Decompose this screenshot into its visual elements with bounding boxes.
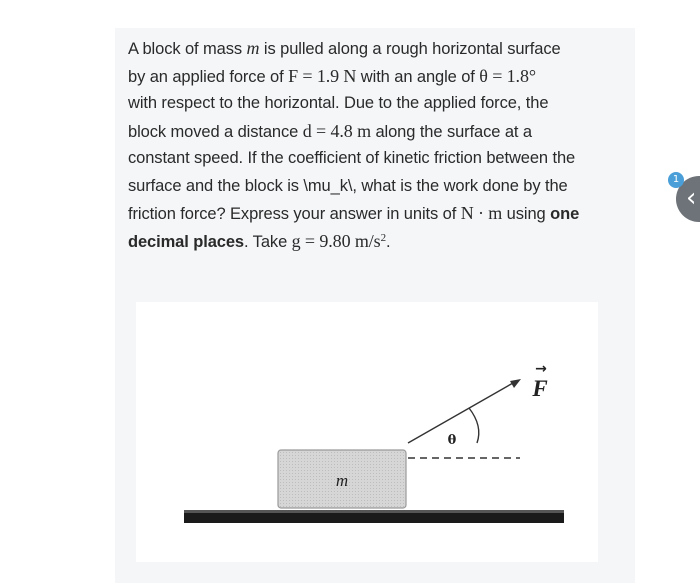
angle-label: θ (447, 433, 457, 448)
block-force-diagram (136, 302, 598, 562)
question-line-2 (128, 63, 628, 91)
physics-figure (136, 302, 598, 562)
angle-arc (469, 408, 479, 443)
question-text-segment: A block of mass (128, 40, 247, 58)
gravity-exponent: 2 (380, 231, 386, 244)
question-text-segment: with an angle of (356, 67, 480, 86)
force-vector-line (408, 383, 513, 443)
question-text-segment: by an applied force of (128, 67, 289, 86)
force-arrowhead (510, 379, 521, 388)
question-text-segment: friction force? Express your answer in units of (128, 205, 461, 223)
angle-equation: θ = 1.8° (479, 65, 536, 86)
question-line-5 (128, 145, 628, 173)
block-label: m (335, 471, 349, 490)
question-line-1 (128, 35, 628, 63)
question-text-segment: constant speed. If the coefficient of kinetic friction between the (128, 149, 576, 167)
question-line-8 (128, 228, 628, 256)
force-equation: F = 1.9 N (288, 65, 357, 86)
units-expression: N · m (460, 203, 503, 223)
force-label: F (532, 376, 548, 401)
question-text-segment: with respect to the horizontal. Due to the applied force, the (128, 94, 549, 112)
question-text-segment: block moved a distance (128, 122, 303, 141)
ground-top-edge (184, 510, 564, 513)
question-card (115, 28, 635, 583)
question-text-segment: . Take (244, 232, 292, 251)
question-text-segment: surface and the block is \mu_k\, what is the work done by the (128, 176, 568, 195)
question-text (128, 35, 628, 255)
question-text-segment: . (386, 232, 391, 251)
emphasis-text: decimal places (128, 232, 245, 251)
question-text-segment: along the surface at a (370, 122, 532, 141)
distance-equation: d = 4.8 m (302, 120, 371, 141)
question-line-3 (128, 90, 628, 118)
mass-symbol: m (246, 38, 260, 58)
question-line-7 (128, 200, 628, 228)
question-text-segment: using (502, 205, 551, 223)
notification-badge: 1 (668, 172, 684, 188)
question-line-4 (128, 118, 628, 146)
question-line-6 (128, 173, 628, 201)
question-text-segment: is pulled along a rough horizontal surface (259, 40, 561, 58)
gravity-value: g = 9.80 m/s (291, 230, 381, 251)
emphasis-text: one (550, 205, 580, 223)
vector-arrow-icon: → (535, 361, 547, 377)
gravity-equation (292, 231, 386, 251)
chevron-left-icon: ‹ (686, 183, 697, 213)
